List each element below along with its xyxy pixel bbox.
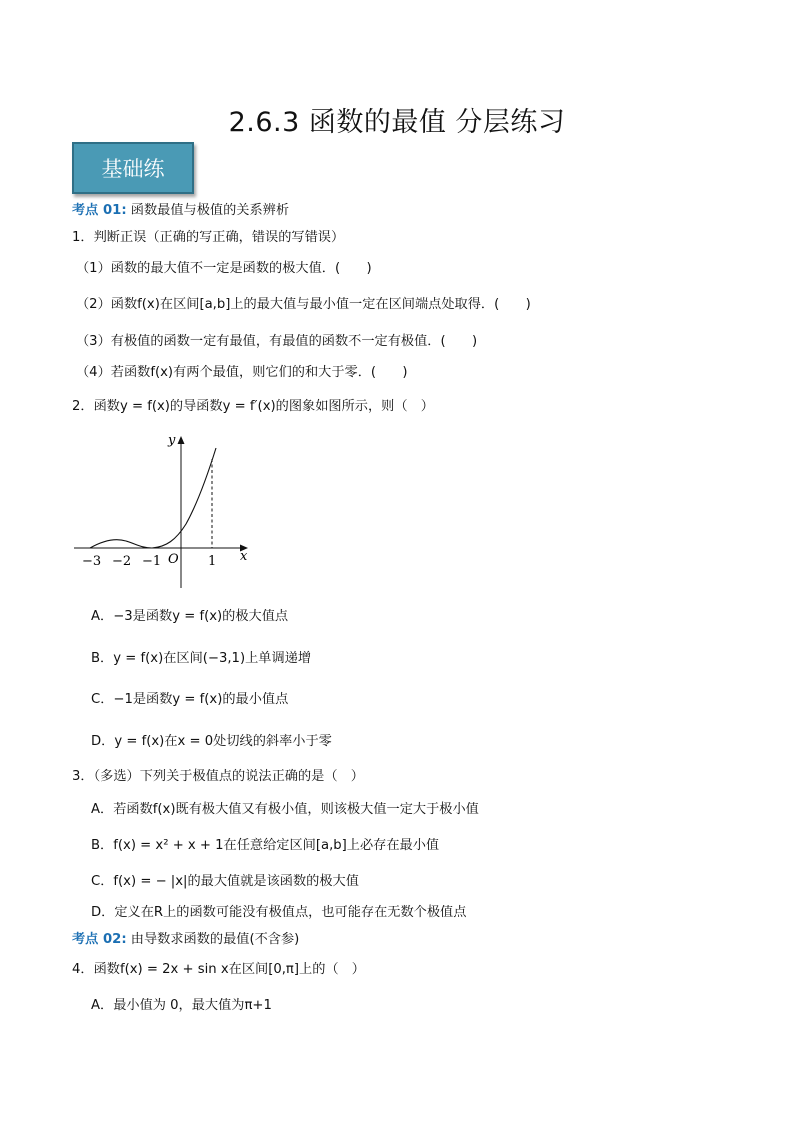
kp1-text: 函数最值与极值的关系辨析 (126, 203, 290, 218)
tick-label: −3 (82, 554, 102, 569)
q3-option-d: D．定义在R上的函数可能没有极值点，也可能存在无数个极值点 (91, 905, 467, 920)
tick-label: −2 (112, 554, 132, 569)
q1-item-2: （2）函数f(x)在区间[a,b]上的最大值与最小值一定在区间端点处取得．( ) (76, 297, 531, 312)
q2-stem: 2．函数y = f(x)的导函数y = f′(x)的图象如图所示，则（ ） (72, 399, 434, 414)
origin-label: O (168, 552, 179, 567)
tick-label: 1 (208, 554, 217, 569)
q4-option-a: A．最小值为 0，最大值为π+1 (91, 998, 272, 1013)
x-axis-label: x (240, 549, 248, 564)
derivative-graph (70, 428, 260, 593)
q1-stem: 1．判断正误（正确的写正确，错误的写错误） (72, 230, 345, 245)
knowledge-point-2 (72, 932, 299, 948)
knowledge-point-1 (72, 203, 289, 219)
q2-option-b: B．y = f(x)在区间(−3,1)上单调递增 (91, 651, 312, 666)
q4-stem: 4．函数f(x) = 2x + sin x在区间[0,π]上的（ ） (72, 962, 365, 977)
q3-option-a: A．若函数f(x)既有极大值又有极小值，则该极大值一定大于极小值 (91, 802, 479, 817)
y-axis-arrow (178, 436, 185, 444)
y-axis-label: y (168, 433, 176, 448)
tick-label: −1 (142, 554, 162, 569)
section-badge: 基础练 (72, 142, 194, 194)
kp2-tag: 考点 02: (72, 932, 127, 947)
q3-option-b: B．f(x) = x² + x + 1在任意给定区间[a,b]上必存在最小值 (91, 838, 440, 853)
kp1-tag: 考点 01: (72, 203, 127, 218)
q1-item-1: （1）函数的最大值不一定是函数的极大值．( ) (76, 261, 372, 276)
q1-item-3: （3）有极值的函数一定有最值，有最值的函数不一定有极值．( ) (76, 334, 478, 349)
q2-option-d: D．y = f(x)在x = 0处切线的斜率小于零 (91, 734, 332, 749)
kp2-text: 由导数求函数的最值(不含参) (126, 932, 300, 947)
derivative-curve (90, 448, 216, 548)
page-title: 2.6.3 函数的最值 分层练习 (228, 107, 566, 138)
q3-stem: 3．（多选）下列关于极值点的说法正确的是（ ） (72, 769, 364, 784)
q1-item-4: （4）若函数f(x)有两个最值，则它们的和大于零．( ) (76, 365, 408, 380)
q2-option-c: C．−1是函数y = f(x)的最小值点 (91, 692, 289, 707)
q2-option-a: A．−3是函数y = f(x)的极大值点 (91, 609, 289, 624)
q3-option-c: C．f(x) = − |x|的最大值就是该函数的极大值 (91, 874, 359, 889)
